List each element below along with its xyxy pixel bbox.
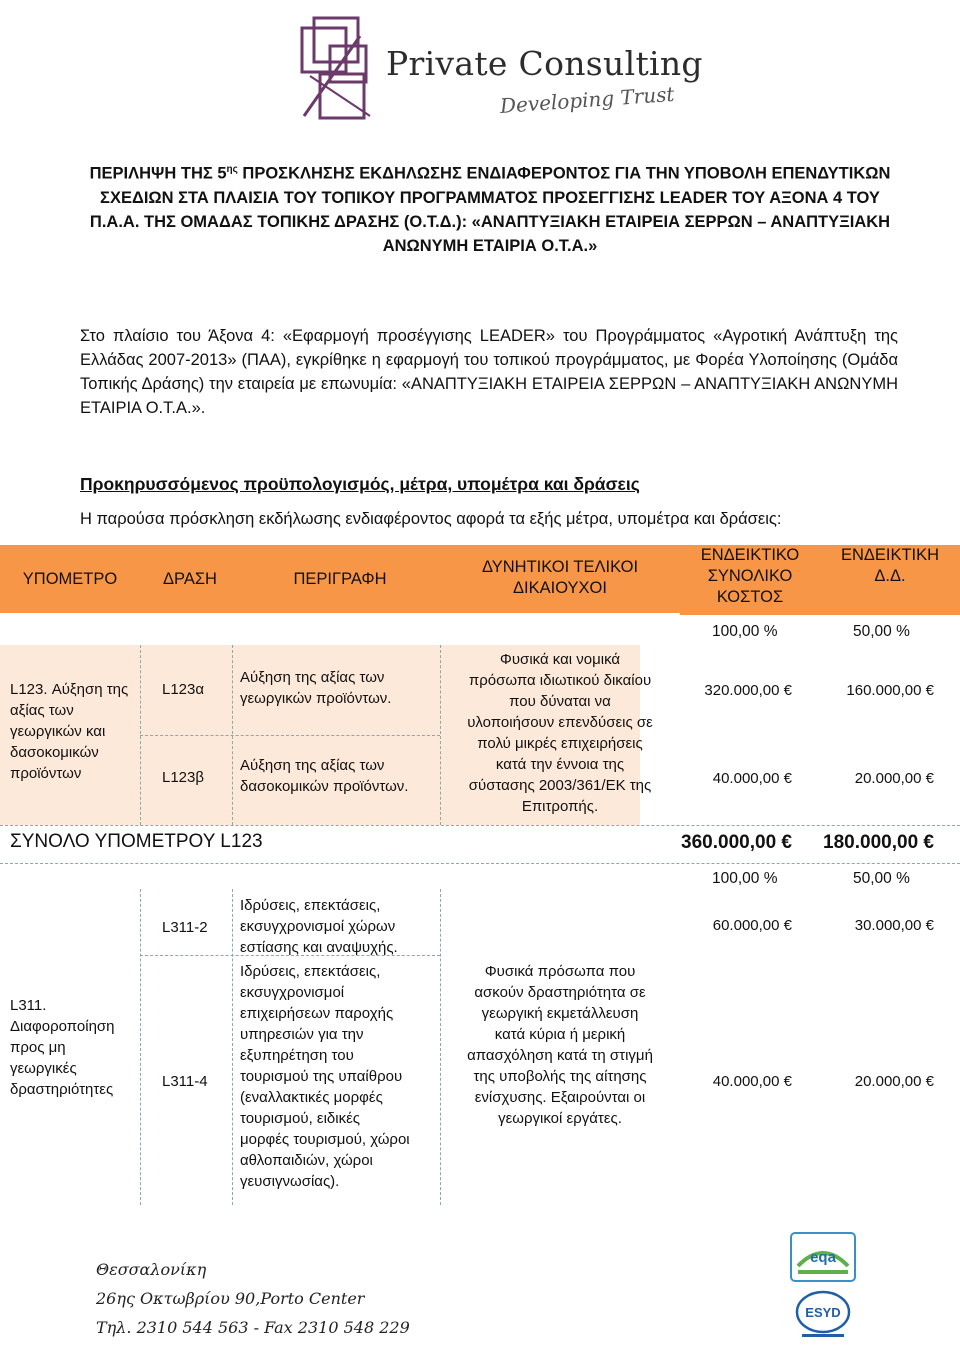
header-action: ΔΡΑΣΗ	[163, 570, 217, 588]
action-description: Αύξηση της αξίας των γεωργικών προϊόντων.	[240, 669, 392, 707]
footer-phone: Τηλ. 2310 544 563 - Fax 2310 548 229	[96, 1318, 410, 1337]
title-line-3: Π.Α.Α. ΤΗΣ ΟΜΑΔΑΣ ΤΟΠΙΚΗΣ ΔΡΑΣΗΣ (Ο.Τ.Δ.): «ΑΝΑΠΤΥΞΙΑΚΗ ΕΤΑΙΡΕΙΑ ΣΕΡΡΩΝ – ΑΝΑΠΤΥΞΙΑΚΗ	[89, 212, 891, 231]
pe-value: 20.000,00 €	[854, 1073, 934, 1090]
pe-value: 30.000,00 €	[854, 917, 934, 934]
action-description: Αύξηση της αξίας των δασοκομικών προϊόντων.	[240, 757, 409, 795]
eqa-certification-badge	[790, 1232, 856, 1282]
action-code: L123α	[162, 681, 205, 698]
submeasure-l123: L123. Αύξηση της αξίας των γεωργικών και δασοκομικών προϊόντων	[10, 681, 129, 782]
divider	[232, 889, 233, 1205]
svg-text:eqa: eqa	[810, 1249, 836, 1266]
action-description: Ιδρύσεις, επεκτάσεις, εκσυγχρονισμοί επιχειρήσεων παροχής υπηρεσιών για την εξυπηρέτηση του τουρισμού της υπαίθρου (εναλλακτικές μορφές τουρισμού, ειδικές μορφές τουρισμού, χώροι αθλοπαιδιών, χώροι γευσιγνωσίας).	[240, 963, 410, 1190]
measures-table	[0, 545, 960, 1205]
total-cost: 360.000,00 €	[681, 832, 792, 853]
section-heading: Προκηρυσσόμενος προϋπολογισμός, μέτρα, υπομέτρα και δράσεις	[80, 474, 640, 494]
pct-cost: 100,00 %	[712, 623, 778, 640]
pct-pe: 50,00 %	[853, 870, 910, 887]
esyd-accreditation-badge	[790, 1288, 856, 1342]
action-description: Ιδρύσεις, επεκτάσεις, εκσυγχρονισμοί χώρων εστίασης και αναψυχής.	[240, 897, 398, 956]
footer-address	[96, 1255, 410, 1342]
total-pe: 180.000,00 €	[823, 832, 934, 853]
header-total-cost: ΕΝΔΕΙΚΤΙΚΟ ΣΥΝΟΛΙΚΟ ΚΟΣΤΟΣ	[700, 546, 800, 606]
cost-value: 60.000,00 €	[712, 917, 792, 934]
section-lead: Η παρούσα πρόσκληση εκδήλωσης ενδιαφέροντος αφορά τα εξής μέτρα, υπομέτρα και δράσεις:	[80, 510, 782, 528]
beneficiaries-block1: Φυσικά και νομικά πρόσωπα ιδιωτικού δικαίου που δύναται να υλοποιήσουν επενδύσεις σε πολύ μικρές επιχειρήσεις κατά την έννοια της σύστασης 2003/361/ΕΚ της Επιτροπής.	[467, 651, 653, 815]
header-beneficiaries: ΔΥΝΗΤΙΚΟΙ ΤΕΛΙΚΟΙ ΔΙΚΑΙΟΥΧΟΙ	[481, 558, 639, 597]
action-code: L123β	[162, 769, 204, 786]
divider	[140, 889, 141, 1205]
total-label: ΣΥΝΟΛΟ ΥΠΟΜΕΤΡΟΥ L123	[10, 831, 263, 852]
cost-value: 40.000,00 €	[712, 770, 792, 787]
action-code: L311-4	[162, 1073, 208, 1090]
submeasure-l311: L311. Διαφοροποίηση προς μη γεωργικές δραστηριότητες	[10, 997, 115, 1098]
header-public-expenditure: ΕΝΔΕΙΚΤΙΚΗ Δ.Δ.	[840, 546, 940, 585]
pct-cost: 100,00 %	[712, 870, 778, 887]
title-line-4: ΑΝΩΝΥΜΗ ΕΤΑΙΡΙΑ Ο.Τ.Α.»	[382, 236, 598, 255]
divider	[440, 889, 441, 1205]
divider	[140, 735, 440, 736]
footer-city: Θεσσαλονίκη	[96, 1260, 207, 1279]
title-line-1: ΠΕΡΙΛΗΨΗ ΤΗΣ $5^{\eta\varsigma}$ ΠΡΟΣΚΛΗΣΗΣ ΕΚΔΗΛΩΣΗΣ ΕΝΔΙΑΦΕΡΟΝΤΟΣ ΓΙΑ ΤΗΝ ΥΠΟΒΟΛΗ ΕΠΕΝΔΥΤΙΚΩΝ	[89, 164, 891, 183]
footer-street: 26ης Οκτωβρίου 90,Porto Center	[96, 1289, 365, 1308]
divider	[440, 645, 441, 825]
brand-tagline: Developing Trust	[499, 81, 676, 118]
private-consulting-logo-mark	[300, 16, 376, 126]
pe-value: 160.000,00 €	[846, 682, 934, 699]
divider	[0, 825, 960, 826]
divider	[0, 863, 960, 864]
pct-pe: 50,00 %	[853, 623, 910, 640]
header-submeasure: ΥΠΟΜΕΤΡΟ	[22, 570, 118, 588]
beneficiaries-block2: Φυσικά πρόσωπα που ασκούν δραστηριότητα σε γεωργική εκμετάλλευση κατά κύρια ή μερική απασχόληση κατά τη στιγμή της υποβολής της αίτησης ενίσχυσης. Εξαιρούνται οι γεωργικοί εργάτες.	[467, 963, 653, 1127]
pe-value: 20.000,00 €	[854, 770, 934, 787]
title-line-2: ΣΧΕΔΙΩΝ ΣΤΑ ΠΛΑΙΣΙΑ ΤΟΥ ΤΟΠΙΚΟΥ ΠΡΟΓΡΑΜΜΑΤΟΣ ΠΡΟΣΕΓΓΙΣΗΣ LEADER ΤΟΥ ΑΞΟΝΑ 4 ΤΟΥ	[100, 188, 880, 207]
header-description: ΠΕΡΙΓΡΑΦΗ	[293, 570, 387, 588]
cost-value: 320.000,00 €	[704, 682, 792, 699]
intro-paragraph: Στο πλαίσιο του Άξονα 4: «Εφαρμογή προσέγγισης LEADER» του Προγράμματος «Αγροτική Ανάπτυξη της Ελλάδας 2007-2013» (ΠΑΑ), εγκρίθηκε η εφαρμογή του τοπικού προγράμματος, με Φορέα Υλοποίησης (Ομάδα Τοπικής Δράσης) την εταιρεία με επωνυμία: «ΑΝΑΠΤΥΞΙΑΚΗ ΕΤΑΙΡΕΙΑ ΣΕΡΡΩΝ – ΑΝΑΠΤΥΞΙΑΚΗ ΑΝΩΝΥΜΗ ΕΤΑΙΡΙΑ Ο.Τ.Α.».	[80, 327, 898, 417]
svg-text:ESYD: ESYD	[805, 1305, 841, 1320]
document-title	[80, 158, 900, 258]
brand-name: Private Consulting	[386, 44, 703, 83]
cost-value: 40.000,00 €	[712, 1073, 792, 1090]
action-code: L311-2	[162, 919, 208, 936]
